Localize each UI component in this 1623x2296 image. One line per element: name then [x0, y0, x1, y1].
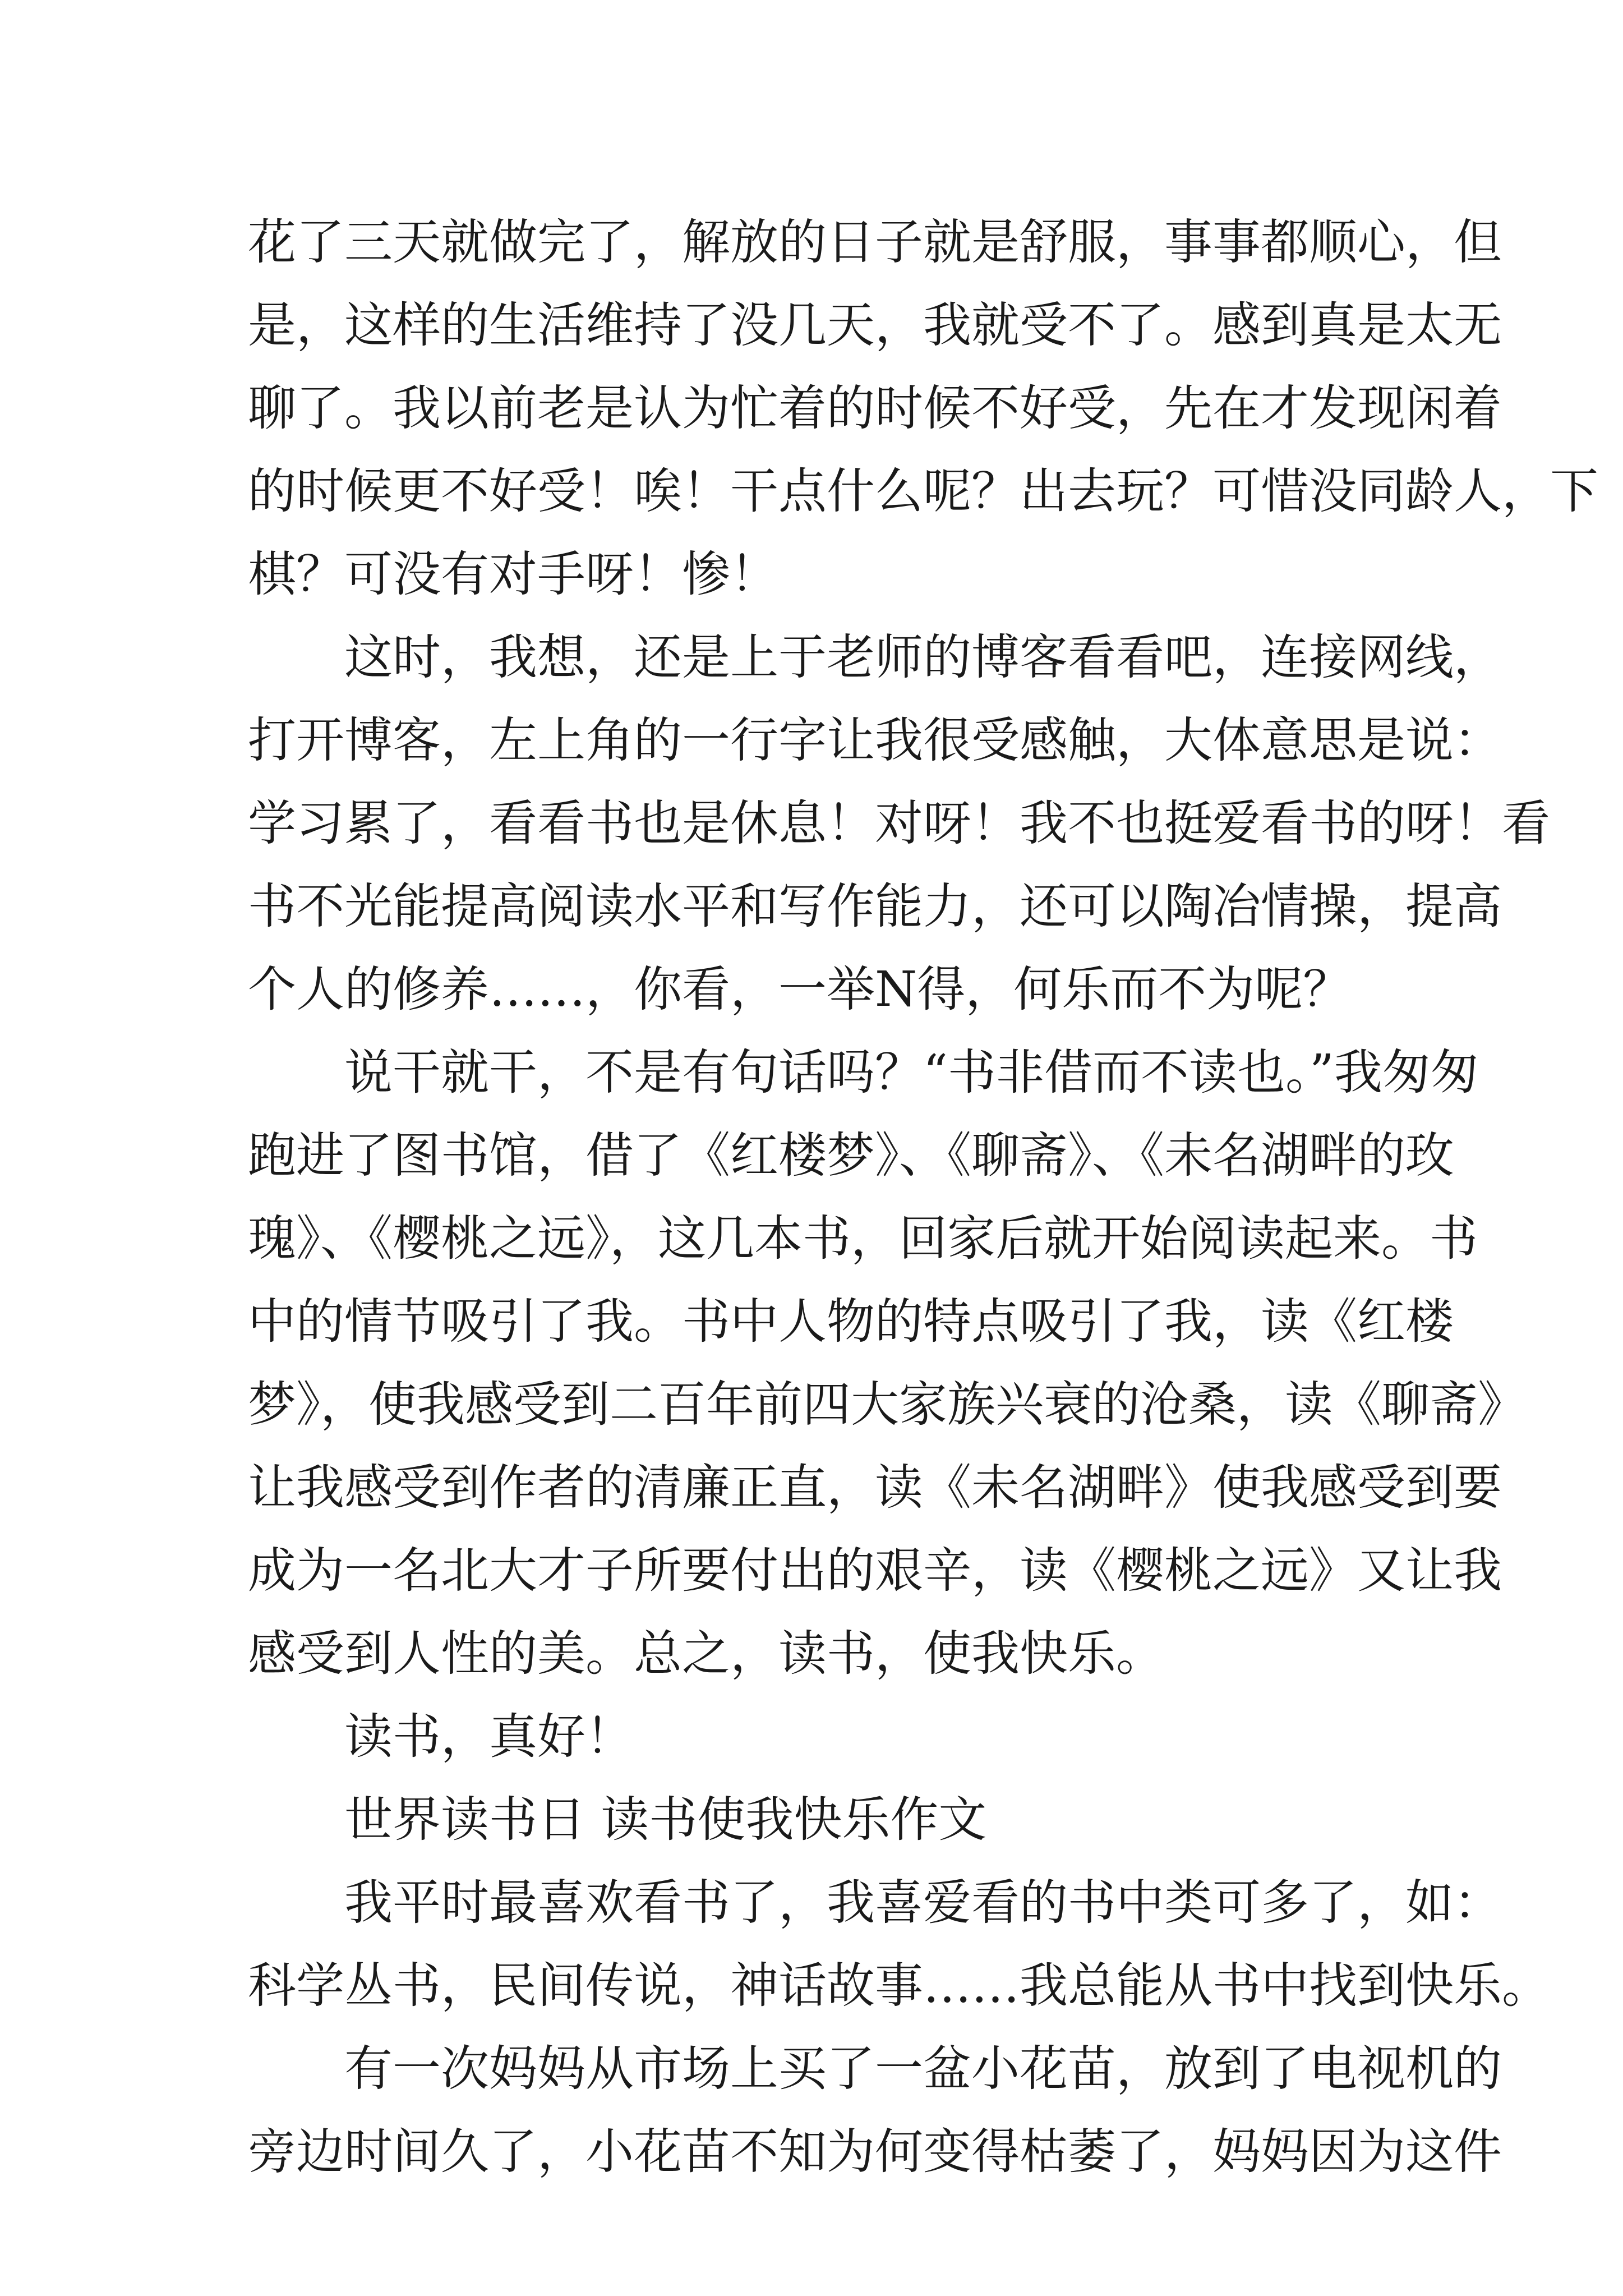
text-line: 让我感受到作者的清廉正直，读《未名湖畔》使我感受到要 [248, 1460, 1502, 1516]
paragraph-start-line: 我平时最喜欢看书了，我喜爱看的书中类可多了，如： [344, 1875, 1502, 1931]
text-line: 的时候更不好受！唉！干点什么呢？出去玩？可惜没同龄人，下 [248, 463, 1598, 519]
text-line: 中的情节吸引了我。书中人物的特点吸引了我，读《红楼 [248, 1294, 1454, 1350]
text-line: 旁边时间久了，小花苗不知为何变得枯萎了，妈妈因为这件 [248, 2124, 1502, 2180]
text-line: 跑进了图书馆，借了《红楼梦》、《聊斋》、《未名湖畔的玫 [248, 1128, 1454, 1184]
text-line: 打开博客，左上角的一行字让我很受感触，大体意思是说： [248, 712, 1502, 769]
paragraph-start-line: 有一次妈妈从市场上买了一盆小花苗，放到了电视机的 [344, 2041, 1502, 2097]
text-line: 聊了。我以前老是认为忙着的时候不好受，先在才发现闲着 [248, 380, 1502, 436]
text-line: 学习累了，看看书也是休息！对呀！我不也挺爱看书的呀！看 [248, 795, 1550, 852]
text-line: 是，这样的生活维持了没几天，我就受不了。感到真是太无 [248, 297, 1502, 353]
text-line: 书不光能提高阅读水平和写作能力，还可以陶冶情操，提高 [248, 878, 1502, 935]
section-title: 世界读书日 读书使我快乐作文 [344, 1792, 987, 1848]
article-body [248, 201, 1598, 2193]
paragraph-start-line: 说干就干，不是有句话吗？“书非借而不读也。”我匆匆 [344, 1045, 1479, 1101]
text-line: 棋？可没有对手呀！惨！ [248, 546, 778, 602]
text-line: 花了三天就做完了，解放的日子就是舒服，事事都顺心，但 [248, 214, 1502, 270]
text-line: 感受到人性的美。总之，读书，使我快乐。 [248, 1626, 1164, 1682]
text-line: 个人的修养……，你看，一举N得，何乐而不为呢？ [248, 961, 1352, 1018]
paragraph-start-line: 读书，真好！ [344, 1709, 634, 1765]
text-line: 科学丛书，民间传说，神话故事……我总能从书中找到快乐。 [248, 1958, 1550, 2014]
text-line: 瑰》、《樱桃之远》，这几本书，回家后就开始阅读起来。书 [248, 1211, 1478, 1267]
text-line: 成为一名北大才子所要付出的艰辛，读《樱桃之远》又让我 [248, 1543, 1502, 1599]
text-line: 梦》，使我感受到二百年前四大家族兴衰的沧桑，读《聊斋》 [248, 1377, 1526, 1433]
paragraph-start-line: 这时，我想，还是上于老师的博客看看吧，连接网线， [344, 629, 1502, 685]
